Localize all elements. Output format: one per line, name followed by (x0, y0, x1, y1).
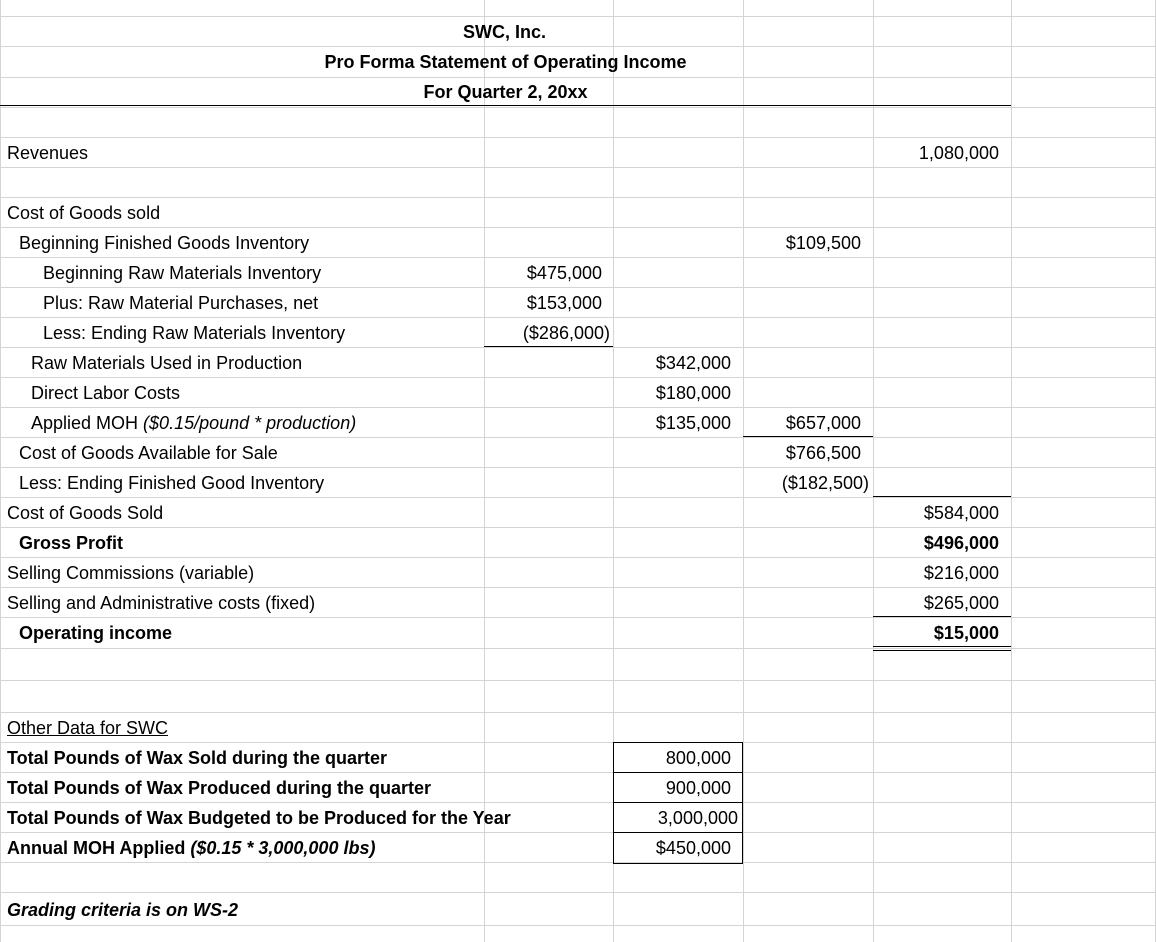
other-data-title: Other Data for SWC (7, 718, 169, 738)
annual-moh-label: Annual MOH Applied ($0.15 * 3,000,000 lbs) (7, 838, 376, 858)
manufacturing-cost-total: $657,000 (785, 413, 861, 433)
end-rm-value: ($286,000) (522, 323, 610, 343)
operating-income-value: $15,000 (933, 623, 999, 643)
cogs-avail-line (743, 436, 873, 437)
revenues-label: Revenues (7, 143, 89, 163)
annual-moh-value: $450,000 (655, 838, 731, 858)
op-income-line (873, 616, 1011, 617)
end-fg-label: Less: Ending Finished Good Inventory (19, 473, 325, 493)
rm-used-value: $342,000 (655, 353, 731, 373)
company-name: SWC, Inc. (462, 22, 546, 42)
header-underline (0, 105, 1011, 106)
revenues-value: 1,080,000 (918, 143, 999, 163)
rm-purchases-label: Plus: Raw Material Purchases, net (43, 293, 319, 313)
wax-budgeted-label: Total Pounds of Wax Budgeted to be Produced for the Year (7, 808, 511, 828)
end-fg-value: ($182,500) (781, 473, 869, 493)
applied-moh-value: $135,000 (655, 413, 731, 433)
sga-label: Selling and Administrative costs (fixed) (7, 593, 316, 613)
wax-sold-label: Total Pounds of Wax Sold during the quarter (7, 748, 387, 768)
beg-rm-label: Beginning Raw Materials Inventory (43, 263, 322, 283)
wax-sold-value: 800,000 (665, 748, 731, 768)
double-underline-2 (873, 650, 1011, 651)
wax-produced-label: Total Pounds of Wax Produced during the quarter (7, 778, 432, 798)
gross-profit-value: $496,000 (923, 533, 999, 553)
cogs-available-value: $766,500 (785, 443, 861, 463)
cogs-line (873, 496, 1011, 497)
selling-comm-value: $216,000 (923, 563, 999, 583)
rm-subtotal-line (484, 346, 613, 347)
operating-income-label: Operating income (19, 623, 173, 643)
direct-labor-label: Direct Labor Costs (31, 383, 181, 403)
double-underline-1 (873, 646, 1011, 647)
statement-period: For Quarter 2, 20xx (423, 82, 588, 102)
beg-rm-value: $475,000 (526, 263, 602, 283)
gross-profit-label: Gross Profit (19, 533, 124, 553)
grading-note: Grading criteria is on WS-2 (7, 900, 239, 920)
end-rm-label: Less: Ending Raw Materials Inventory (43, 323, 346, 343)
direct-labor-value: $180,000 (655, 383, 731, 403)
cogs-available-label: Cost of Goods Available for Sale (19, 443, 278, 463)
applied-moh-label: Applied MOH ($0.15/pound * production) (31, 413, 357, 433)
selling-comm-label: Selling Commissions (variable) (7, 563, 255, 583)
cogs-header: Cost of Goods sold (7, 203, 161, 223)
sga-value: $265,000 (923, 593, 999, 613)
beg-fg-label: Beginning Finished Goods Inventory (19, 233, 310, 253)
cogs-label: Cost of Goods Sold (7, 503, 164, 523)
statement-title: Pro Forma Statement of Operating Income (324, 52, 687, 72)
beg-fg-value: $109,500 (785, 233, 861, 253)
wax-produced-value: 900,000 (665, 778, 731, 798)
rm-purchases-value: $153,000 (526, 293, 602, 313)
rm-used-label: Raw Materials Used in Production (31, 353, 303, 373)
wax-budgeted-value: 3,000,000 (657, 808, 738, 828)
cogs-value: $584,000 (923, 503, 999, 523)
